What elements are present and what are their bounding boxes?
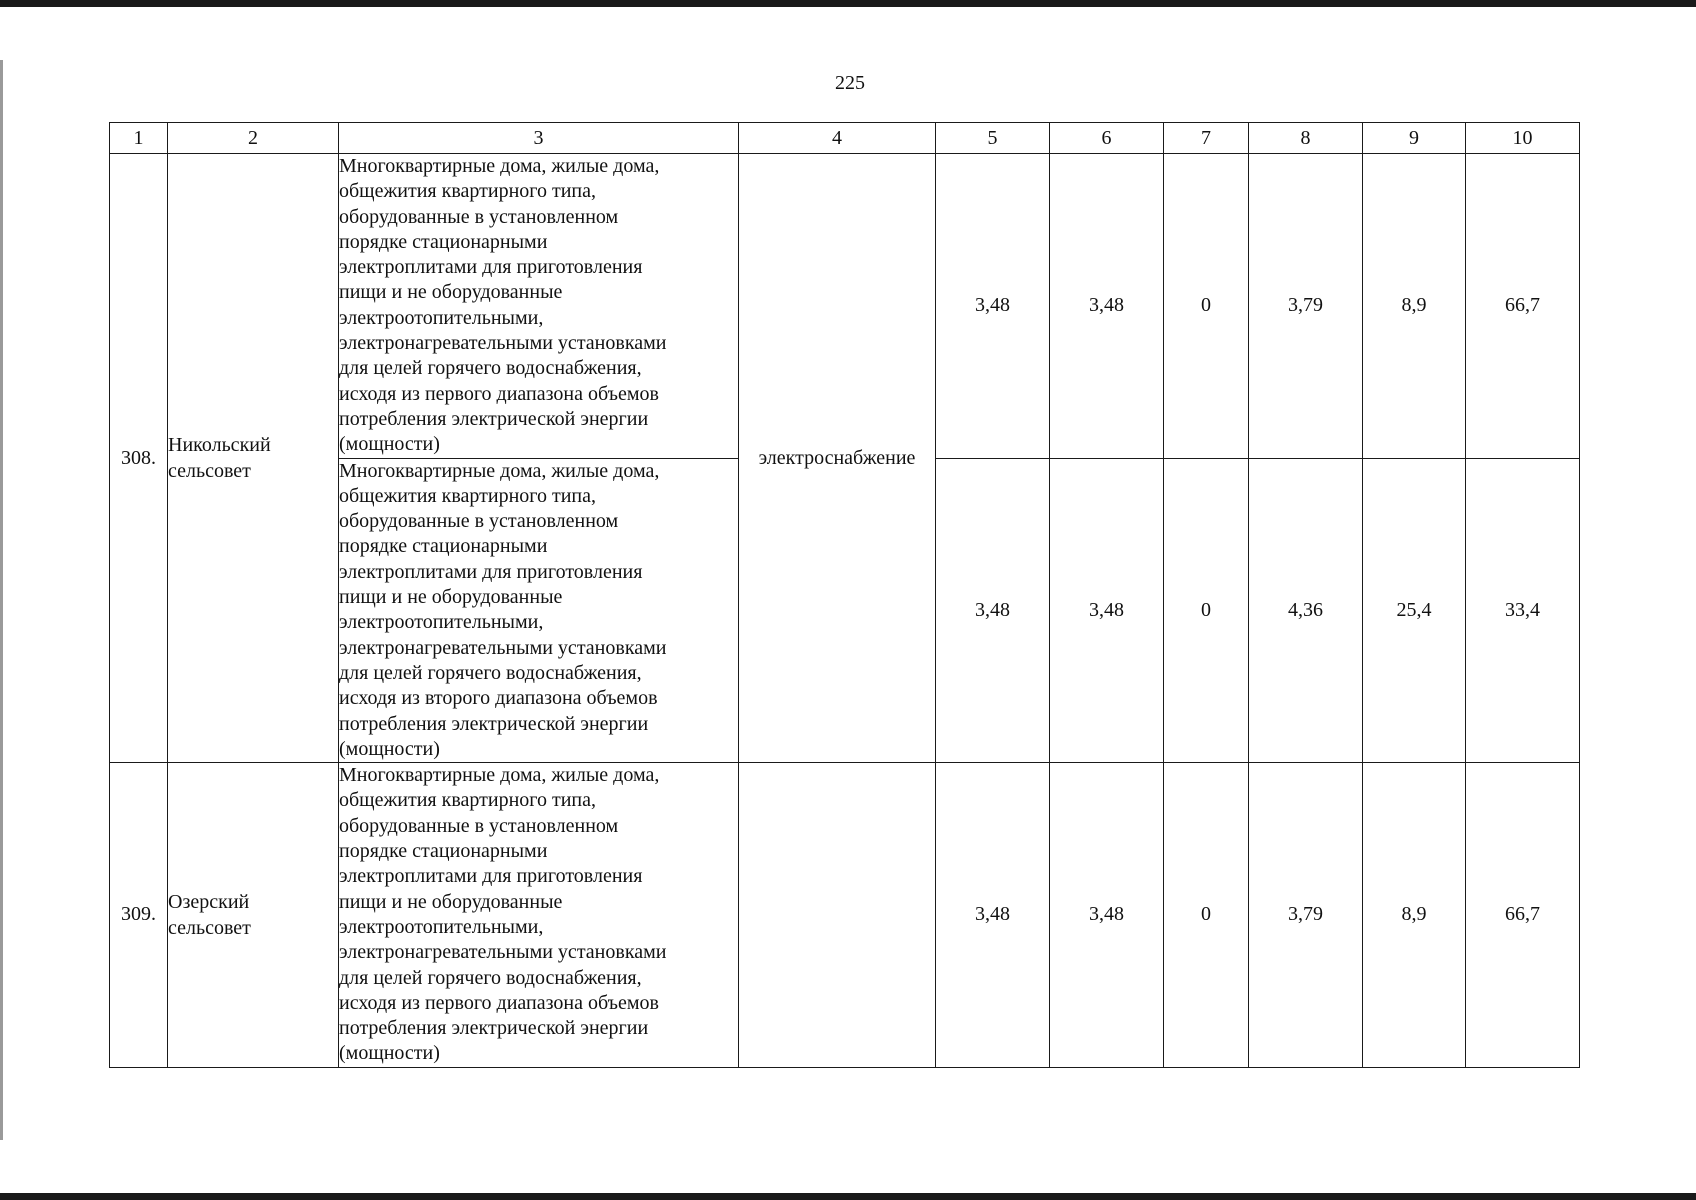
value-cell: 0 [1164, 763, 1249, 1068]
header-row [110, 123, 1580, 154]
consumer-category: Многоквартирные дома, жилые дома, общежития квартирного типа, оборудованные в установленном порядке стационарными электроплитами для приготовления пищи и не оборудованные электроотопительными, электронагревательными установками для целей горячего водоснабжения, исходя из второго диапазона объемов потребления электрической энергии (мощности) [339, 458, 739, 763]
header-cell: 3 [339, 123, 739, 154]
value-cell: 66,7 [1466, 763, 1580, 1068]
scan-bottom-border [0, 1193, 1696, 1200]
value-cell: 8,9 [1363, 763, 1466, 1068]
consumer-category: Многоквартирные дома, жилые дома, общежития квартирного типа, оборудованные в установленном порядке стационарными электроплитами для приготовления пищи и не оборудованные электроотопительными, электронагревательными установками для целей горячего водоснабжения, исходя из первого диапазона объемов потребления электрической энергии (мощности) [339, 154, 739, 459]
header-cell: 2 [168, 123, 339, 154]
value-cell: 3,79 [1249, 763, 1363, 1068]
header-cell: 9 [1363, 123, 1466, 154]
header-cell: 4 [739, 123, 936, 154]
municipality-name-line: сельсовет [168, 916, 251, 939]
row-index: 308. [110, 154, 168, 763]
table-row [110, 763, 1580, 1068]
utility-service [739, 763, 936, 1068]
value-cell: 3,48 [1050, 763, 1164, 1068]
value-cell: 3,48 [936, 458, 1050, 763]
value-cell: 3,48 [936, 154, 1050, 459]
row-index: 309. [110, 763, 168, 1068]
tariff-table [109, 122, 1580, 1068]
value-cell: 4,36 [1249, 458, 1363, 763]
value-cell: 8,9 [1363, 154, 1466, 459]
scan-top-border [0, 0, 1696, 7]
value-cell: 3,48 [1050, 458, 1164, 763]
table-row [110, 154, 1580, 459]
municipality-name-line: Озерский [168, 890, 250, 913]
consumer-category: Многоквартирные дома, жилые дома, общежития квартирного типа, оборудованные в установленном порядке стационарными электроплитами для приготовления пищи и не оборудованные электроотопительными, электронагревательными установками для целей горячего водоснабжения, исходя из первого диапазона объемов потребления электрической энергии (мощности) [339, 763, 739, 1068]
value-cell: 25,4 [1363, 458, 1466, 763]
header-cell: 10 [1466, 123, 1580, 154]
scan-left-edge [0, 60, 3, 1140]
value-cell: 3,48 [1050, 154, 1164, 459]
value-cell: 0 [1164, 154, 1249, 459]
value-cell: 3,48 [936, 763, 1050, 1068]
municipality-name-line: сельсовет [168, 460, 251, 483]
utility-service: электроснабжение [739, 154, 936, 763]
value-cell: 0 [1164, 458, 1249, 763]
municipality-name [168, 154, 339, 763]
page-number: 225 [835, 72, 865, 94]
municipality-name-line: Никольский [168, 434, 271, 457]
value-cell: 3,79 [1249, 154, 1363, 459]
header-cell: 7 [1164, 123, 1249, 154]
header-cell: 5 [936, 123, 1050, 154]
header-cell: 1 [110, 123, 168, 154]
value-cell: 33,4 [1466, 458, 1580, 763]
value-cell: 66,7 [1466, 154, 1580, 459]
header-cell: 8 [1249, 123, 1363, 154]
header-cell: 6 [1050, 123, 1164, 154]
municipality-name [168, 763, 339, 1068]
